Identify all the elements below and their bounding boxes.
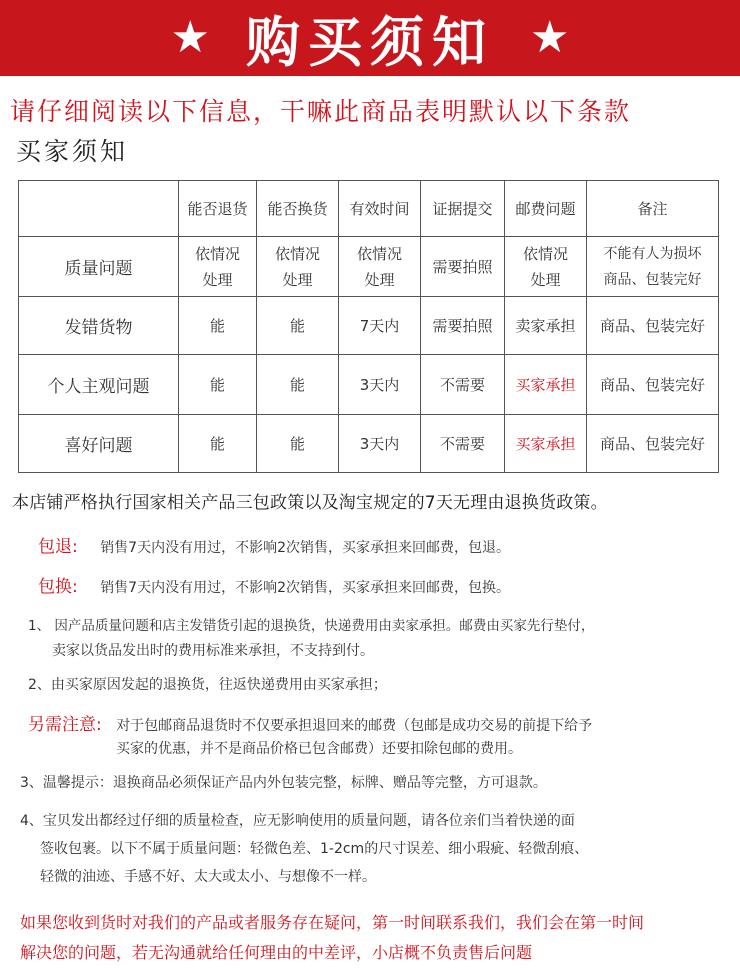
table-cell: 买家承担 <box>505 355 587 415</box>
table-cell: 不需要 <box>421 355 505 415</box>
special-note <box>28 710 592 735</box>
table-cell: 商品、包装完好 <box>587 355 719 415</box>
table-cell: 能 <box>179 415 257 473</box>
table-cell: 能 <box>179 355 257 415</box>
rule-3: 3、温馨提示：退换商品必须保证产品内外包装完整，标牌、赠品等完整，方可退款。 <box>20 775 547 791</box>
table-cell: 依情况 处理 <box>179 237 257 297</box>
return-policy <box>38 532 510 557</box>
star-icon: ★ <box>170 12 210 63</box>
special-note-label: 另需注意: <box>28 715 102 735</box>
notice-text: 请仔细阅读以下信息，干嘛此商品表明默认以下条款 <box>10 97 632 126</box>
table-header-cell: 能否退货 <box>179 181 257 237</box>
policy-table <box>18 180 719 473</box>
exchange-text: 销售7天内没有用过，不影响2次销售，买家承担来回邮费，包换。 <box>100 580 511 596</box>
table-header-cell: 有效时间 <box>339 181 421 237</box>
table-cell: 能 <box>257 355 339 415</box>
rule-4-line: 4、宝贝发出都经过仔细的质量检查，应无影响使用的质量问题，请各位亲们当着快递的面 <box>20 813 575 829</box>
table-header-cell: 邮费问题 <box>505 181 587 237</box>
table-cell: 依情况 处理 <box>257 237 339 297</box>
star-icon: ★ <box>530 12 570 63</box>
exchange-label: 包换: <box>38 577 78 597</box>
table-row <box>19 355 719 415</box>
rule-4-line: 签收包裹。以下不属于质量问题：轻微色差、1-2cm的尺寸误差、细小瑕疵、轻微刮痕、 <box>40 841 589 857</box>
special-note-text: 买家的优惠，并不是商品价格已包含邮费）还要扣除包邮的费用。 <box>116 741 522 757</box>
table-row <box>19 297 719 355</box>
section-heading: 买家须知 <box>16 137 129 166</box>
table-cell: 买家承担 <box>505 415 587 473</box>
policy-lead: 本店铺严格执行国家相关产品三包政策以及淘宝规定的7天无理由退换货政策。 <box>12 493 608 513</box>
rule-1-line: 卖家以货品发出时的费用标准来承担，不支持到付。 <box>52 643 374 659</box>
rule-4-line: 轻微的油迹、手感不好、太大或太小、与想像不一样。 <box>40 869 376 885</box>
title-banner <box>0 0 740 76</box>
table-cell: 依情况 处理 <box>505 237 587 297</box>
table-cell: 能 <box>179 297 257 355</box>
table-cell: 商品、包装完好 <box>587 415 719 473</box>
rule-1-line: 1、 因产品质量问题和店主发错货引起的退换货，快递费用由卖家承担。邮费由买家先行垫付， <box>28 618 595 634</box>
table-cell: 能 <box>257 415 339 473</box>
footer-notice <box>20 908 730 968</box>
table-cell: 不需要 <box>421 415 505 473</box>
table-cell: 需要拍照 <box>421 297 505 355</box>
return-label: 包退: <box>38 537 78 557</box>
table-cell: 7天内 <box>339 297 421 355</box>
table-header-cell: 能否换货 <box>257 181 339 237</box>
row-label: 个人主观问题 <box>19 355 179 415</box>
table-header-cell <box>19 181 179 237</box>
table-cell: 需要拍照 <box>421 237 505 297</box>
row-label: 质量问题 <box>19 237 179 297</box>
table-header-cell: 备注 <box>587 181 719 237</box>
table-cell: 商品、包装完好 <box>587 297 719 355</box>
table-header-row <box>19 181 719 237</box>
table-cell: 3天内 <box>339 415 421 473</box>
table-row <box>19 237 719 297</box>
return-text: 销售7天内没有用过，不影响2次销售，买家承担来回邮费，包退。 <box>100 540 511 556</box>
exchange-policy <box>38 572 510 597</box>
table-cell: 不能有人为损坏 商品、包装完好 <box>587 237 719 297</box>
table-cell: 卖家承担 <box>505 297 587 355</box>
special-note-text: 对于包邮商品退货时不仅要承担退回来的邮费（包邮是成功交易的前提下给予 <box>116 718 593 734</box>
row-label: 喜好问题 <box>19 415 179 473</box>
table-cell: 依情况 处理 <box>339 237 421 297</box>
table-row <box>19 415 719 473</box>
row-label: 发错货物 <box>19 297 179 355</box>
table-cell: 3天内 <box>339 355 421 415</box>
footer-line: 如果您收到货时对我们的产品或者服务存在疑问，第一时间联系我们，我们会在第一时间 <box>20 913 645 932</box>
table-header-cell: 证据提交 <box>421 181 505 237</box>
page-title: 购买须知 <box>246 10 494 74</box>
rule-2: 2、由买家原因发起的退换货，往返快递费用由买家承担； <box>28 677 387 693</box>
footer-line: 解决您的问题，若无沟通就给任何理由的中差评，小店概不负责售后问题 <box>20 943 533 962</box>
table-cell: 能 <box>257 297 339 355</box>
